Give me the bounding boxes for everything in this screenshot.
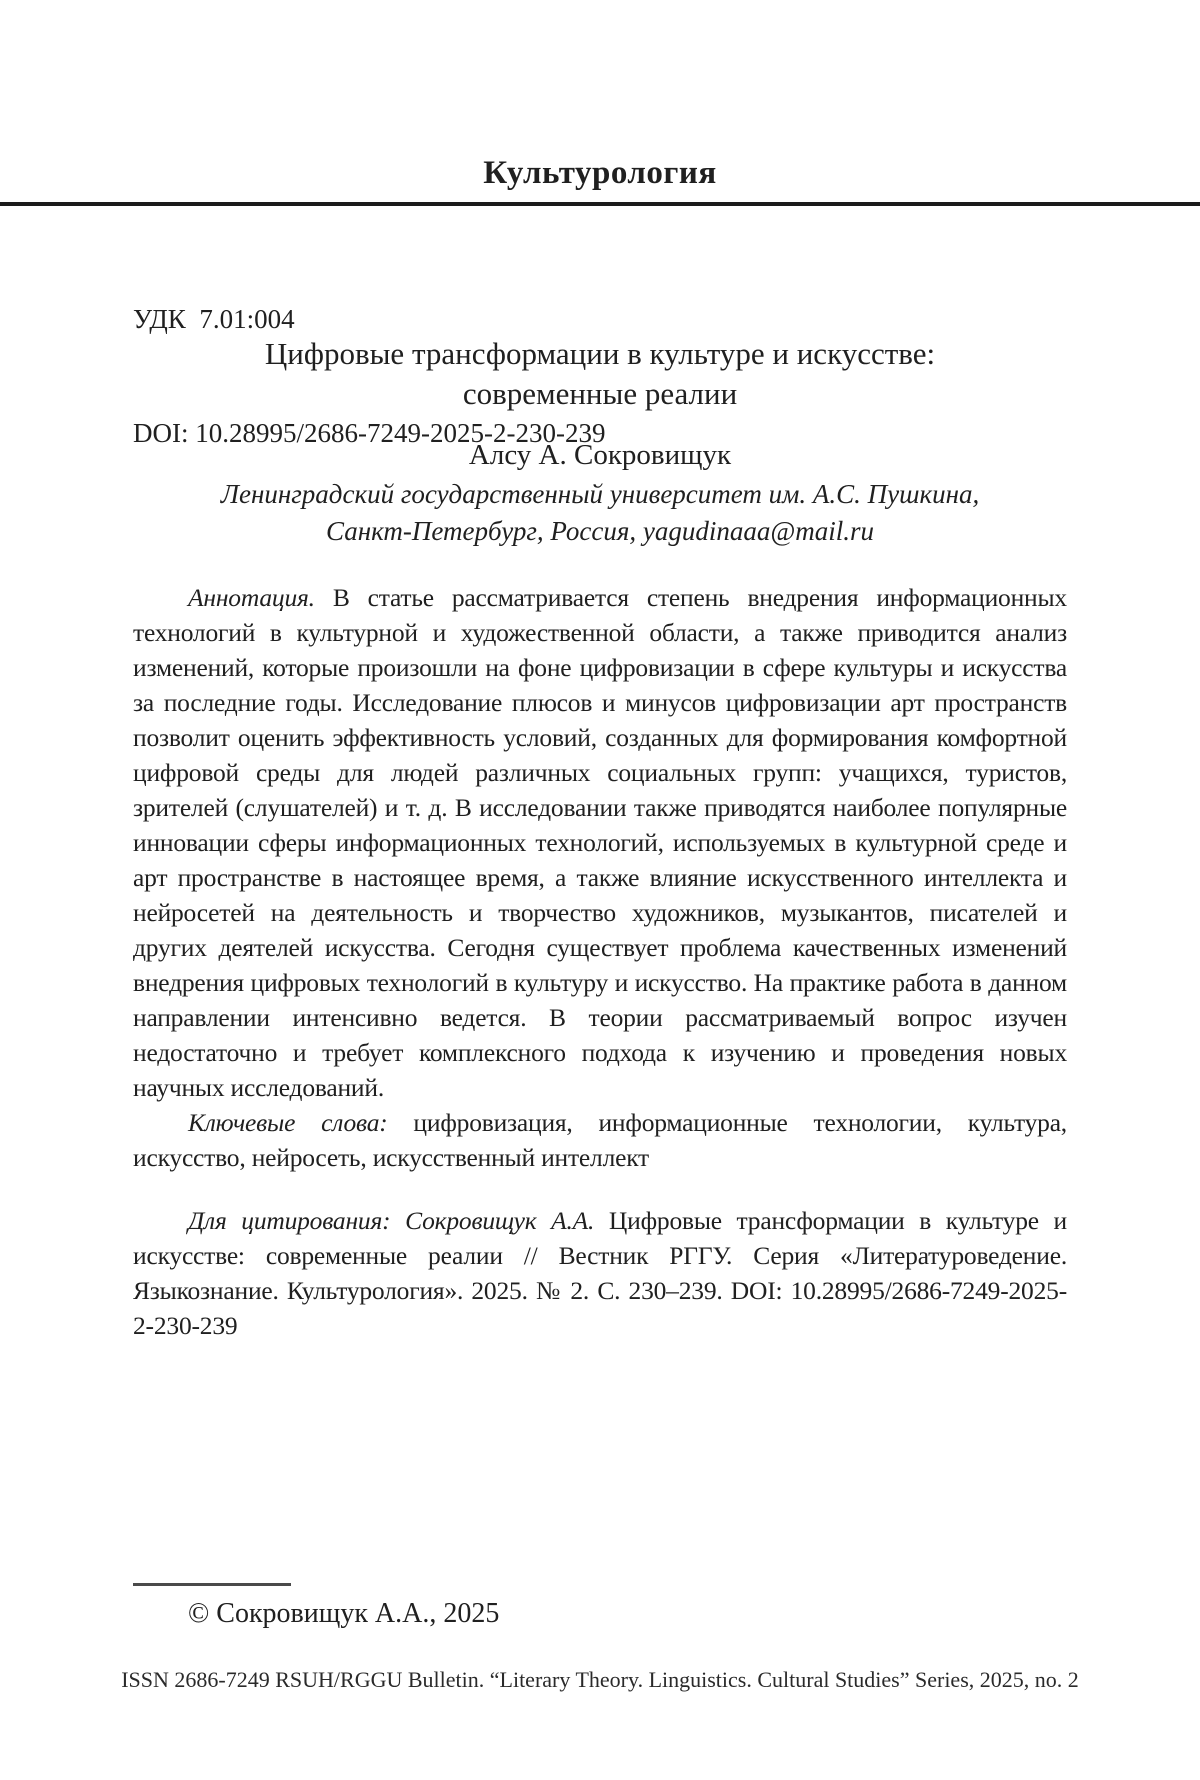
copyright-note: © Сокровищук А.А., 2025 — [188, 1598, 500, 1629]
article-title-line-1: Цифровые трансформации в культуре и искусстве: — [264, 336, 936, 371]
affiliation-line-1: Ленинградский государственный университет им. А.С. Пушкина, — [220, 479, 980, 509]
abstract-paragraph — [133, 580, 1067, 1105]
citation-authors: Сокровищук А.А. — [405, 1206, 595, 1235]
article-title-line-2: современные реалии — [462, 376, 738, 411]
issn-footer: ISSN 2686-7249 RSUH/RGGU Bulletin. “Literary Theory. Linguistics. Cultural Studies” Series, 2025, no. 2 — [121, 1667, 1079, 1692]
article-front-matter — [133, 580, 1067, 1343]
citation-text: Цифровые трансформации в культуре и искусстве: современные реалии // Вестник РГГУ. Серия «Литературоведение. Языкознание. Культурология». 2025. № 2. С. 230–239. DOI: 10.28995/2686-7249-2025-2-230-239 — [133, 1206, 1067, 1340]
citation-paragraph — [133, 1203, 1067, 1343]
keywords-paragraph — [133, 1105, 1067, 1175]
udc-code: УДК 7.01:004 — [133, 304, 295, 334]
doi-code: DOI: 10.28995/2686-7249-2025-2-230-239 — [133, 418, 606, 448]
citation-label: Для цитирования: — [188, 1206, 391, 1235]
abstract-text: В статье рассматривается степень внедрения информационных технологий в культурной и художественной области, а также приводится анализ изменений, которые произошли на фоне цифровизации в сфере культуры и искусства за последние годы. Исследование плюсов и минусов цифровизации арт пространств позволит оценить эффективность условий, созданных для формирования комфортной цифровой среды для людей различных социальных групп: учащихся, туристов, зрителей (слушателей) и т. д. В исследовании также приводятся наиболее популярные инновации сферы информационных технологий, используемых в культурной среде и арт пространстве в настоящее время, а также влияние искусственного интеллекта и нейросетей на деятельность и творчество художников, музыкантов, писателей и других деятелей искусства. Сегодня существует проблема качественных изменений внедрения цифровых технологий в культуру и искусство. На практике работа в данном направлении интенсивно ведется. В теории рассматриваемый вопрос изучен недостаточно и требует комплексного подхода к изучению и проведения новых научных исследований. — [133, 583, 1067, 1102]
abstract-label: Аннотация. — [188, 583, 315, 612]
section-header: Культурология — [483, 155, 717, 191]
header-rule — [0, 202, 1200, 206]
keywords-label: Ключевые слова: — [188, 1108, 388, 1137]
article-title — [0, 334, 1200, 414]
author-name: Алсу А. Сокровищук — [468, 439, 732, 471]
keywords-text: цифровизация, информационные технологии, культура, искусство, нейросеть, искусственный интеллект — [133, 1108, 1067, 1172]
author-affiliation — [0, 476, 1200, 550]
affiliation-line-2: Санкт-Петербург, Россия, yagudinaaa@mail.ru — [326, 516, 874, 546]
copyright-divider — [133, 1583, 291, 1586]
